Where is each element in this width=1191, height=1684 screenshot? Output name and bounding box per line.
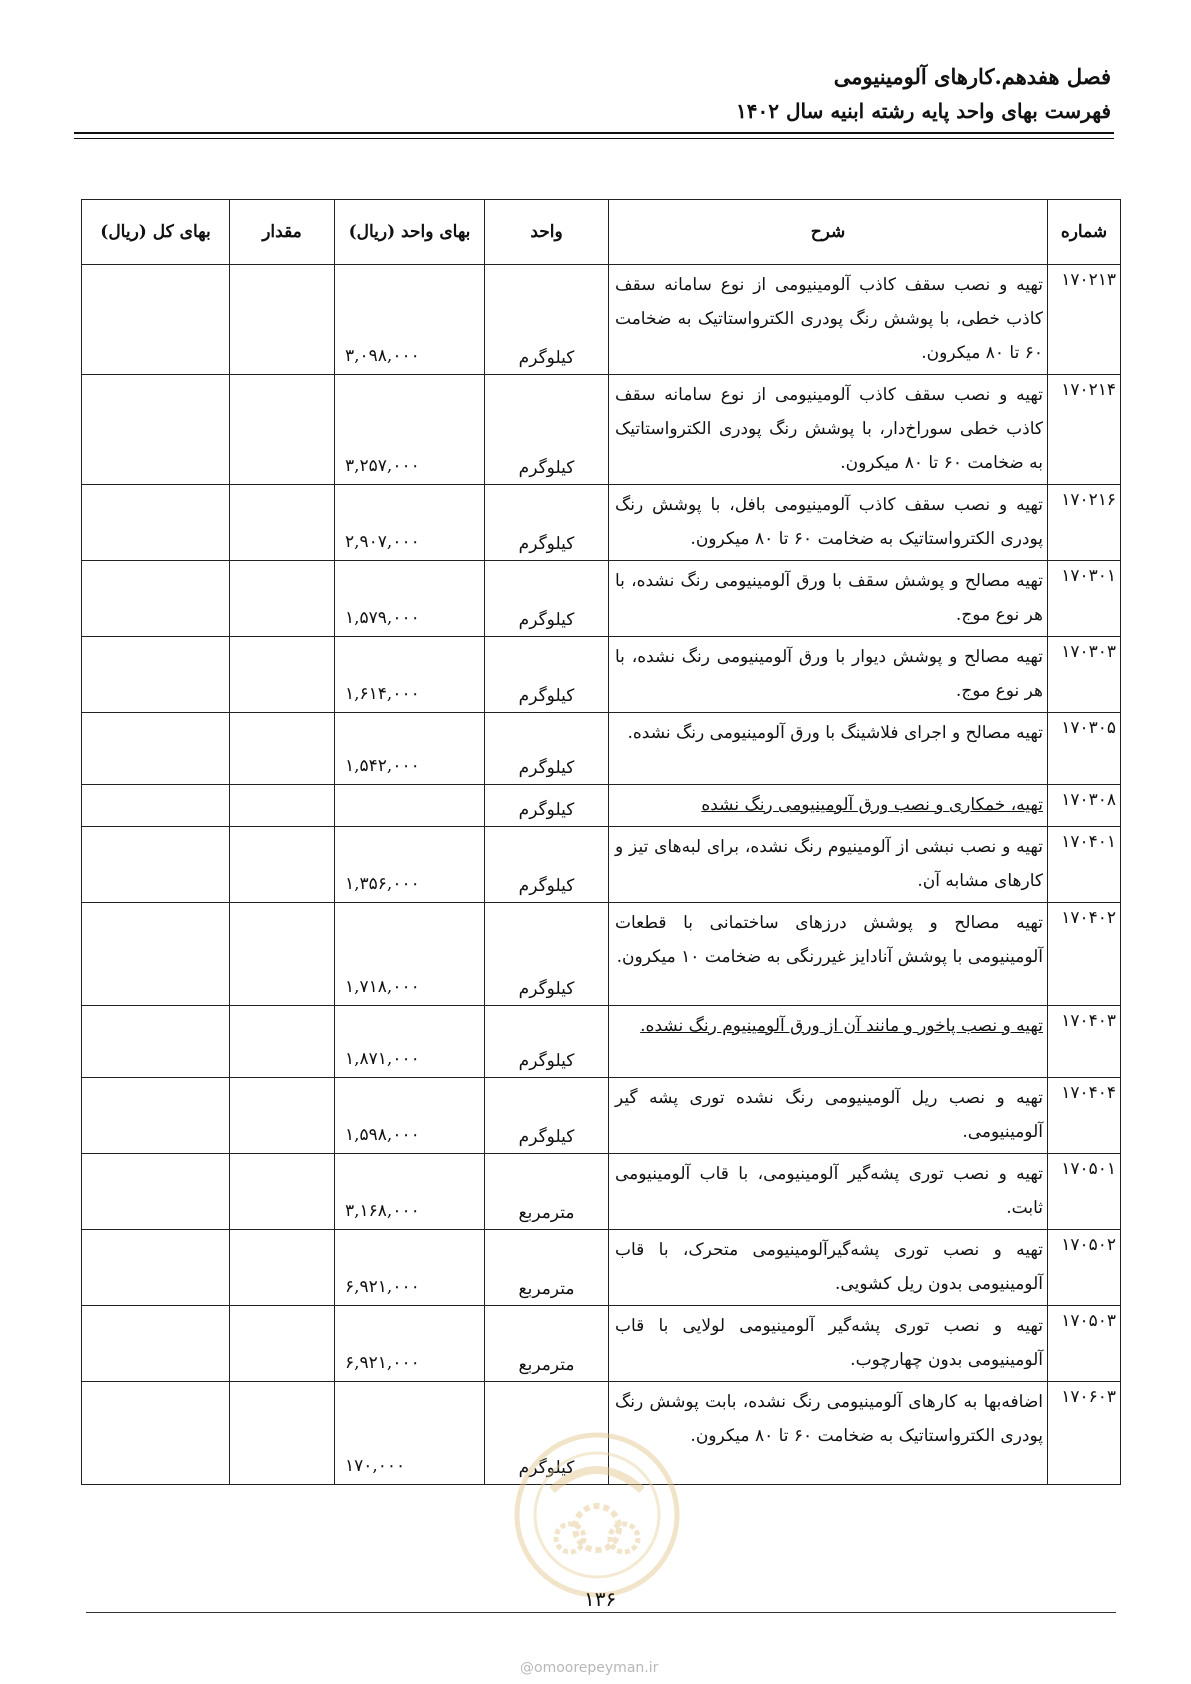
table-row — [82, 785, 1121, 827]
col-header-number: شماره — [1048, 200, 1121, 265]
item-quantity — [230, 1078, 335, 1154]
item-unit-price-text: ۱۷۰,۰۰۰ — [345, 1456, 406, 1476]
item-unit — [485, 785, 609, 827]
item-number-text: ۱۷۰۴۰۳ — [1061, 1011, 1116, 1031]
item-unit-text: کیلوگرم — [518, 1458, 575, 1478]
item-quantity — [230, 1306, 335, 1382]
item-description-text: اضافه‌بها به کارهای آلومینیومی رنگ نشده، بابت پوشش رنگ پودری الکترواستاتیک به ضخامت ۶۰ تا ۸۰ میکرون. — [615, 1392, 1043, 1446]
item-number-text: ۱۷۰۶۰۳ — [1061, 1387, 1116, 1407]
item-total-price — [82, 1154, 230, 1230]
item-unit — [485, 375, 609, 485]
item-description — [609, 1006, 1048, 1078]
document-subtitle: فهرست بهای واحد پایه رشته ابنیه سال ۱۴۰۲ — [736, 99, 1111, 123]
item-total-price — [82, 1382, 230, 1485]
item-unit-text: کیلوگرم — [518, 534, 575, 554]
item-unit-price-text: ۲,۹۰۷,۰۰۰ — [345, 532, 420, 552]
item-description — [609, 265, 1048, 375]
item-total-price — [82, 1078, 230, 1154]
item-description-text: تهیه و نصب نبشی از آلومینیوم رنگ نشده، برای لبه‌های تیز و کارهای مشابه آن. — [615, 837, 1043, 891]
item-unit-text: کیلوگرم — [518, 686, 575, 706]
item-unit-price-text: ۱,۵۹۸,۰۰۰ — [345, 1125, 420, 1145]
item-quantity — [230, 1006, 335, 1078]
item-description — [609, 637, 1048, 713]
item-unit — [485, 903, 609, 1006]
item-description-text: تهیه و نصب سقف کاذب آلومینیومی بافل، با پوشش رنگ پودری الکترواستاتیک به ضخامت ۶۰ تا ۸۰ میکرون. — [615, 495, 1043, 549]
item-unit-price — [335, 265, 485, 375]
item-description-text: تهیه مصالح و اجرای فلاشینگ با ورق آلومینیومی رنگ نشده. — [627, 723, 1043, 743]
item-unit-text: کیلوگرم — [518, 1127, 575, 1147]
item-unit-price — [335, 1006, 485, 1078]
item-number-text: ۱۷۰۳۰۱ — [1061, 566, 1116, 586]
item-number-text: ۱۷۰۵۰۳ — [1061, 1311, 1116, 1331]
item-unit-text: کیلوگرم — [518, 348, 575, 368]
item-number-text: ۱۷۰۴۰۱ — [1061, 832, 1116, 852]
website-watermark: @omoorepeyman.ir — [520, 1660, 659, 1676]
item-number-text: ۱۷۰۳۰۳ — [1061, 642, 1116, 662]
item-description-text: تهیه و نصب سقف کاذب آلومینیومی از نوع سامانه سقف کاذب خطی سوراخ‌دار، با پوشش رنگ پودری الکترواستاتیک به ضخامت ۶۰ تا ۸۰ میکرون. — [615, 385, 1043, 473]
item-total-price — [82, 375, 230, 485]
table-row — [82, 827, 1121, 903]
item-unit-text: مترمربع — [518, 1279, 575, 1299]
item-quantity — [230, 713, 335, 785]
table-row — [82, 1154, 1121, 1230]
item-unit — [485, 265, 609, 375]
item-description-text: تهیه مصالح و پوشش دیوار با ورق آلومینیومی رنگ نشده، با هر نوع موج. — [615, 647, 1043, 701]
item-unit — [485, 637, 609, 713]
item-description — [609, 1306, 1048, 1382]
item-description-text: تهیه و نصب سقف کاذب آلومینیومی از نوع سامانه سقف کاذب خطی، با پوشش رنگ پودری الکترواستاتیک به ضخامت ۶۰ تا ۸۰ میکرون. — [615, 275, 1043, 363]
table-row — [82, 485, 1121, 561]
item-total-price — [82, 713, 230, 785]
item-total-price — [82, 485, 230, 561]
item-unit-price-text: ۱,۵۷۹,۰۰۰ — [345, 608, 420, 628]
item-unit — [485, 561, 609, 637]
item-unit-text: مترمربع — [518, 1203, 575, 1223]
item-unit-price — [335, 1382, 485, 1485]
item-unit — [485, 485, 609, 561]
item-unit-text: مترمربع — [518, 1355, 575, 1375]
col-header-unit: واحد — [485, 200, 609, 265]
item-unit-text: کیلوگرم — [518, 800, 575, 820]
item-number — [1048, 1230, 1121, 1306]
item-description — [609, 827, 1048, 903]
item-total-price — [82, 827, 230, 903]
item-number — [1048, 785, 1121, 827]
price-list-table — [81, 199, 1121, 1485]
item-number — [1048, 375, 1121, 485]
footer-rule — [86, 1612, 1116, 1613]
item-number — [1048, 485, 1121, 561]
item-quantity — [230, 1230, 335, 1306]
item-number-text: ۱۷۰۳۰۵ — [1061, 718, 1116, 738]
item-unit-price — [335, 485, 485, 561]
table-row — [82, 265, 1121, 375]
col-header-total-price: بهای کل (ریال) — [82, 200, 230, 265]
table-row — [82, 1078, 1121, 1154]
item-unit-price-text: ۳,۰۹۸,۰۰۰ — [345, 346, 420, 366]
item-description-text: تهیه، خمکاری و نصب ورق آلومینیومی رنگ نشده — [701, 795, 1043, 815]
col-header-description: شرح — [609, 200, 1048, 265]
item-unit — [485, 1078, 609, 1154]
item-total-price — [82, 637, 230, 713]
item-number-text: ۱۷۰۴۰۲ — [1061, 908, 1116, 928]
item-quantity — [230, 561, 335, 637]
item-description-text: تهیه و نصب توری پشه‌گیر آلومینیومی لولایی با قاب آلومینیومی بدون چهارچوب. — [615, 1316, 1043, 1370]
item-unit-text: کیلوگرم — [518, 458, 575, 478]
item-number — [1048, 1006, 1121, 1078]
item-description — [609, 561, 1048, 637]
item-description — [609, 1078, 1048, 1154]
table-row — [82, 1306, 1121, 1382]
item-description-text: تهیه و نصب پاخور و مانند آن از ورق آلومینیوم رنگ نشده. — [640, 1016, 1043, 1036]
item-number-text: ۱۷۰۲۱۴ — [1061, 380, 1116, 400]
item-description-text: تهیه و نصب ریل آلومینیومی رنگ نشده توری پشه گیر آلومینیومی. — [615, 1088, 1043, 1142]
item-number — [1048, 827, 1121, 903]
page-number: ۱۳۶ — [584, 1587, 617, 1611]
col-header-quantity: مقدار — [230, 200, 335, 265]
col-header-unit-price: بهای واحد (ریال) — [335, 200, 485, 265]
item-unit-text: کیلوگرم — [518, 876, 575, 896]
item-unit — [485, 1154, 609, 1230]
item-unit-price — [335, 713, 485, 785]
item-unit-price — [335, 1306, 485, 1382]
item-unit — [485, 1230, 609, 1306]
item-unit-price-text: ۱,۵۴۲,۰۰۰ — [345, 756, 420, 776]
table-row — [82, 637, 1121, 713]
item-unit-text: کیلوگرم — [518, 1051, 575, 1071]
item-description — [609, 1154, 1048, 1230]
header-rule-thin — [74, 138, 1114, 139]
item-total-price — [82, 1230, 230, 1306]
item-number — [1048, 1382, 1121, 1485]
item-number — [1048, 561, 1121, 637]
item-quantity — [230, 1154, 335, 1230]
item-total-price — [82, 785, 230, 827]
item-number — [1048, 1078, 1121, 1154]
chapter-title: فصل هفدهم.کارهای آلومینیومی — [833, 64, 1111, 89]
item-number-text: ۱۷۰۲۱۶ — [1061, 490, 1116, 510]
item-description — [609, 785, 1048, 827]
organization-seal-watermark — [512, 1430, 682, 1600]
item-quantity — [230, 785, 335, 827]
item-unit-price — [335, 785, 485, 827]
item-number-text: ۱۷۰۳۰۸ — [1061, 790, 1116, 810]
item-unit-price-text: ۳,۲۵۷,۰۰۰ — [345, 456, 420, 476]
item-quantity — [230, 485, 335, 561]
table-row — [82, 1230, 1121, 1306]
item-unit-price — [335, 561, 485, 637]
item-description-text: تهیه و نصب توری پشه‌گیر آلومینیومی، با قاب آلومینیومی ثابت. — [615, 1164, 1043, 1218]
item-unit-price-text: ۱,۶۱۴,۰۰۰ — [345, 684, 420, 704]
item-unit-price — [335, 827, 485, 903]
table-row — [82, 561, 1121, 637]
header-rule-thick — [74, 132, 1114, 134]
item-unit-text: کیلوگرم — [518, 610, 575, 630]
item-number-text: ۱۷۰۵۰۲ — [1061, 1235, 1116, 1255]
item-description — [609, 903, 1048, 1006]
item-number-text: ۱۷۰۴۰۴ — [1061, 1083, 1116, 1103]
item-number-text: ۱۷۰۲۱۳ — [1061, 270, 1116, 290]
item-unit — [485, 713, 609, 785]
item-number — [1048, 637, 1121, 713]
item-description — [609, 485, 1048, 561]
item-unit-price-text: ۳,۱۶۸,۰۰۰ — [345, 1201, 420, 1221]
item-number — [1048, 1306, 1121, 1382]
item-unit-price — [335, 1154, 485, 1230]
table-row — [82, 903, 1121, 1006]
item-total-price — [82, 1006, 230, 1078]
item-total-price — [82, 561, 230, 637]
table-header-row — [82, 200, 1121, 265]
item-unit-price-text: ۶,۹۲۱,۰۰۰ — [345, 1353, 420, 1373]
item-number — [1048, 1154, 1121, 1230]
item-unit-price — [335, 637, 485, 713]
item-quantity — [230, 375, 335, 485]
item-unit — [485, 827, 609, 903]
item-quantity — [230, 827, 335, 903]
item-description — [609, 1230, 1048, 1306]
item-unit-price — [335, 1078, 485, 1154]
item-description — [609, 713, 1048, 785]
item-total-price — [82, 903, 230, 1006]
item-unit — [485, 1306, 609, 1382]
item-number — [1048, 265, 1121, 375]
item-number — [1048, 713, 1121, 785]
item-description-text: تهیه مصالح و پوشش سقف با ورق آلومینیومی رنگ نشده، با هر نوع موج. — [615, 571, 1043, 625]
table-row — [82, 1006, 1121, 1078]
item-quantity — [230, 637, 335, 713]
item-quantity — [230, 1382, 335, 1485]
item-unit-price-text: ۱,۳۵۶,۰۰۰ — [345, 874, 420, 894]
item-quantity — [230, 903, 335, 1006]
table-row — [82, 713, 1121, 785]
item-unit-price-text: ۶,۹۲۱,۰۰۰ — [345, 1277, 420, 1297]
item-unit-price — [335, 1230, 485, 1306]
item-unit-text: کیلوگرم — [518, 758, 575, 778]
item-quantity — [230, 265, 335, 375]
item-unit-price — [335, 903, 485, 1006]
item-total-price — [82, 1306, 230, 1382]
item-description-text: تهیه مصالح و پوشش درزهای ساختمانی با قطعات آلومینیومی با پوشش آنادایز غیررنگی به ضخامت ۱۰ میکرون. — [615, 913, 1043, 967]
item-description — [609, 375, 1048, 485]
item-unit-price — [335, 375, 485, 485]
item-total-price — [82, 265, 230, 375]
item-number — [1048, 903, 1121, 1006]
table-row — [82, 375, 1121, 485]
item-description-text: تهیه و نصب توری پشه‌گیرآلومینیومی متحرک، با قاب آلومینیومی بدون ریل کشویی. — [615, 1240, 1043, 1294]
item-unit — [485, 1006, 609, 1078]
item-unit-price-text: ۱,۸۷۱,۰۰۰ — [345, 1049, 420, 1069]
item-unit-text: کیلوگرم — [518, 979, 575, 999]
item-number-text: ۱۷۰۵۰۱ — [1061, 1159, 1116, 1179]
item-unit-price-text: ۱,۷۱۸,۰۰۰ — [345, 977, 420, 997]
